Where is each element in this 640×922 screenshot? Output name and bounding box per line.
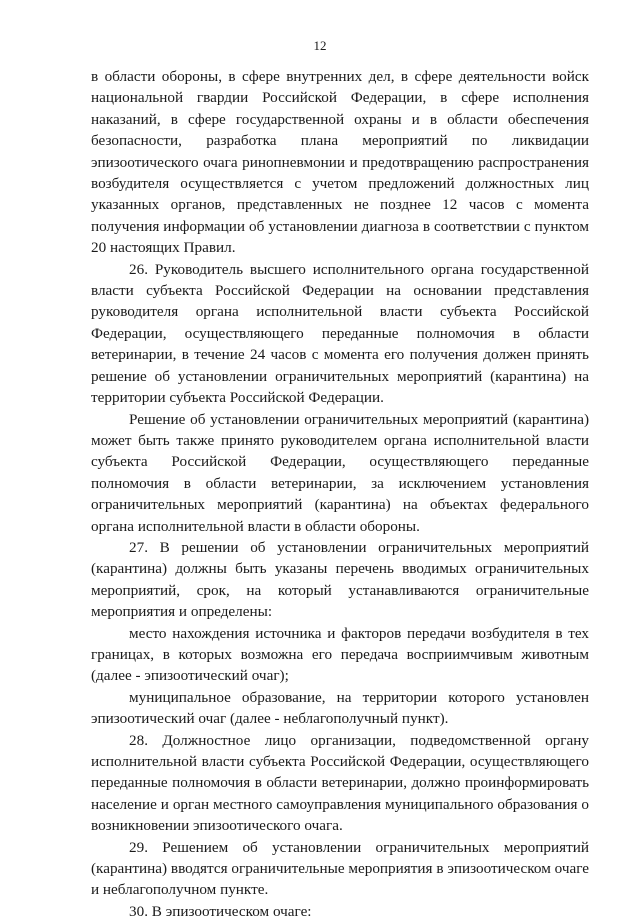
paragraph-continuation: в области обороны, в сфере внутренних дел, в сфере деятельности войск национальной гвардии Российской Федерации, в сфере исполнения наказаний, в сфере государственной охраны и в области обеспечения безопасности, разработка плана мероприятий по ликвидации эпизоотического очага ринопневмонии и предотвращению распространения возбудителя осуществляется с учетом предложений должностных лиц указанных органов, представленных не позднее 12 часов с момента получения информации об установлении диагноза в соответствии с пунктом 20 настоящих Правил. <box>91 68 589 257</box>
paragraph-item-27: 27. В решении об установлении ограничительных мероприятий (карантина) должны быть указаны перечень вводимых ограничительных мероприятий, срок, на который устанавливаются ограничительные мероприятия и определены: <box>91 538 589 621</box>
paragraph-item-26: 26. Руководитель высшего исполнительного органа государственной власти субъекта Российской Федерации на основании представления руководителя органа исполнительной власти субъекта Российской Федерации, осуществляющего переданные полномочия в области ветеринарии, в течение 24 часов с момента его получения должен принять решение об установлении ограничительных мероприятий (карантина) на территории субъекта Российской Федерации. <box>91 260 589 407</box>
paragraph-item-29: 29. Решением об установлении ограничительных мероприятий (карантина) вводятся ограничительные мероприятия в эпизоотическом очаге и неблагополучном пункте. <box>91 838 589 899</box>
paragraph-item-26-decision: Решение об установлении ограничительных мероприятий (карантина) может быть также принято руководителем органа исполнительной власти субъекта Российской Федерации, осуществляющего переданные полномочия в области ветеринарии, за исключением установления ограничительных мероприятий (карантина) на объектах федерального органа исполнительной власти в области обороны. <box>91 410 589 535</box>
page-number: 12 <box>313 38 327 53</box>
paragraph-item-30: 30. В эпизоотическом очаге: <box>129 902 312 920</box>
paragraph-item-27-municipality: муниципальное образование, на территории которого установлен эпизоотический очаг (далее - неблагополучный пункт). <box>91 688 589 728</box>
paragraph-item-27-location: место нахождения источника и факторов передачи возбудителя в тех границах, в которых возможна его передача восприимчивым животным (далее - эпизоотический очаг); <box>91 624 589 685</box>
document-body <box>91 66 589 922</box>
paragraph-item-28: 28. Должностное лицо организации, подведомственной органу исполнительной власти субъекта Российской Федерации, осуществляющего переданные полномочия в области ветеринарии, должно проинформировать население и орган местного самоуправления муниципального образования о возникновении эпизоотического очага. <box>91 731 589 835</box>
